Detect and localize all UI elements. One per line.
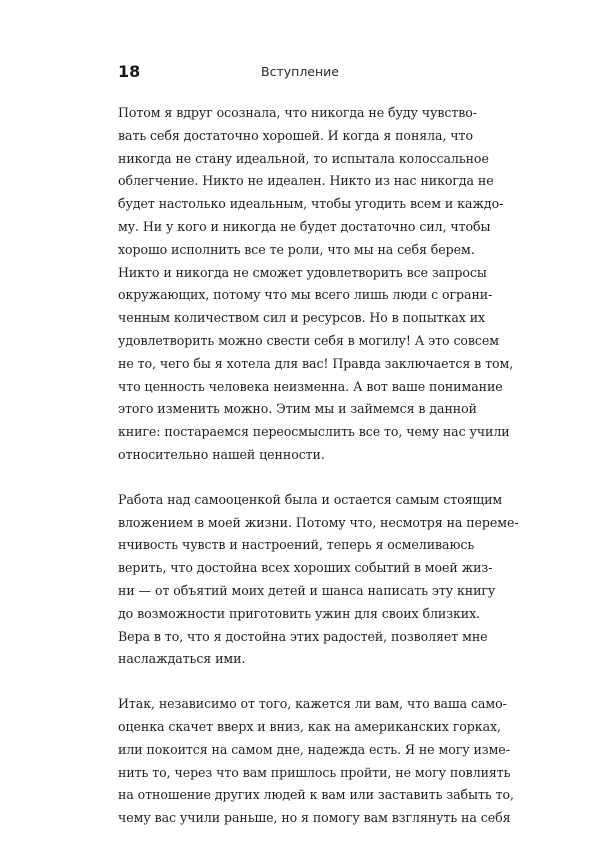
text-line: будет настолько идеальным, чтобы угодить всем и каждо- (118, 196, 504, 212)
running-head: Вступление (261, 64, 339, 79)
paragraph-3 (118, 693, 514, 830)
text-line: или покоится на самом дне, надежда есть. Я не могу изме- (118, 741, 510, 757)
text-line: на отношение других людей к вам или заставить забыть то, (118, 787, 514, 803)
text-line: не то, чего бы я хотела для вас! Правда заключается в том, (118, 355, 514, 371)
text-line: наслаждаться ими. (118, 651, 246, 667)
paragraph-2 (118, 489, 519, 671)
page-number: 18 (118, 62, 141, 81)
text-line: чему вас учили раньше, но я помогу вам взглянуть на себя (118, 810, 511, 826)
text-line: ни — от объятий моих детей и шанса написать эту книгу (118, 582, 496, 598)
text-line: ченным количеством сил и ресурсов. Но в попытках их (118, 310, 486, 326)
text-line: что ценность человека неизменна. А вот ваше понимание (118, 378, 503, 394)
text-line: хорошо исполнить все те роли, что мы на себя берем. (118, 241, 475, 257)
text-line: верить, что достойна всех хороших событий в моей жиз- (118, 560, 493, 576)
page-body (118, 102, 519, 852)
text-line: относительно нашей ценности. (118, 446, 325, 462)
text-line: никогда не стану идеальной, то испытала колоссальное (118, 150, 489, 166)
text-line: нчивость чувств и настроений, теперь я осмеливаюсь (118, 537, 475, 553)
text-line: окружающих, потому что мы всего лишь люди с ограни- (118, 287, 493, 303)
text-line: вать себя достаточно хорошей. И когда я поняла, что (118, 127, 473, 143)
text-line: до возможности приготовить ужин для своих близких. (118, 605, 481, 621)
text-line: облегчение. Никто не идеален. Никто из нас никогда не (118, 173, 494, 189)
text-line: вложением в моей жизни. Потому что, несмотря на переме- (118, 514, 519, 530)
text-line: Никто и никогда не сможет удовлетворить все запросы (118, 264, 487, 280)
text-line: удовлетворить можно свести себя в могилу! А это совсем (118, 332, 499, 348)
text-line: Работа над самооценкой была и остается самым стоящим (118, 491, 503, 507)
text-line: Вера в то, что я достойна этих радостей, позволяет мне (118, 628, 488, 644)
text-line: этого изменить можно. Этим мы и займемся в данной (118, 401, 477, 417)
text-line: Потом я вдруг осознала, что никогда не буду чувство- (118, 105, 477, 120)
text-line: нить то, через что вам пришлось пройти, не могу повлиять (118, 764, 511, 780)
paragraph-1 (118, 102, 514, 467)
page-header (118, 62, 482, 82)
text-line: му. Ни у кого и никогда не будет достаточно сил, чтобы (118, 218, 491, 234)
text-line: Итак, независимо от того, кажется ли вам, что ваша само- (118, 696, 507, 712)
text-line: оценка скачет вверх и вниз, как на американских горках, (118, 718, 501, 734)
text-line: книге: постараемся переосмыслить все то, чему нас учили (118, 424, 510, 440)
